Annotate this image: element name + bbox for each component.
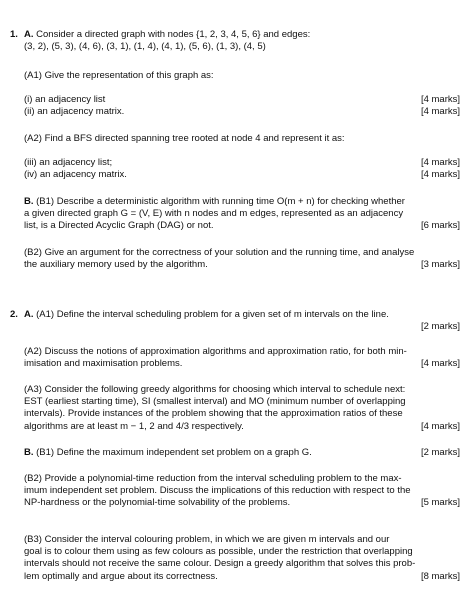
q1-b2 <box>24 247 460 271</box>
q2-b3 <box>24 534 460 583</box>
q1-a1 <box>24 70 460 82</box>
q1-a1-items <box>24 94 460 118</box>
q2-b2-marks: [5 marks] <box>420 497 460 509</box>
q2-b1-marks: [2 marks] <box>420 447 460 458</box>
q2-b3-marks: [8 marks] <box>420 570 460 582</box>
q2-b2-line-3: NP-hardness or the polynomial-time solvability of the problems. <box>24 497 291 509</box>
q2-a1 <box>24 309 460 333</box>
q2-b2 <box>24 473 460 510</box>
q2-b3-line-2: goal is to colour them using as few colours as possible, under the restriction that overlapping <box>24 546 413 558</box>
q2-a2-line-1: (A2) Discuss the notions of approximation algorithms and approximation ratio, for both min- <box>24 346 407 357</box>
q1-a2-items <box>24 157 460 181</box>
q1-part-b-label: B. <box>24 196 34 207</box>
q1-a2 <box>24 133 460 145</box>
q1-b1-marks: [6 marks] <box>420 220 460 232</box>
q2-a1-marks: [2 marks] <box>420 321 460 333</box>
q2-b2-line-2: imum independent set problem. Discuss the implications of this reduction with respect to the <box>24 485 411 497</box>
q2-a2-line-2: imisation and maximisation problems. <box>24 358 183 370</box>
q1-a2-text: (A2) Find a BFS directed spanning tree rooted at node 4 and represent it as: <box>24 133 345 144</box>
q1-item-i-marks: [4 marks] <box>420 94 460 105</box>
q1-a1-text: (A1) Give the representation of this graph as: <box>24 70 214 81</box>
q2-b2-line-1: (B2) Provide a polynomial-time reduction from the interval scheduling problem to the max- <box>24 473 402 484</box>
q2-a3-line-2: EST (earliest starting time), SI (smallest interval) and MO (minimum number of overlapping <box>24 396 406 408</box>
q2-part-a-label: A. <box>24 309 34 320</box>
q2-a3 <box>24 384 460 433</box>
q1-part-a-intro <box>24 29 460 53</box>
q1-item-ii-marks: [4 marks] <box>420 106 460 118</box>
q2-b1-line-1: (B1) Define the maximum independent set problem on a graph G. <box>36 447 312 458</box>
q1-b1-line-2: a given directed graph G = (V, E) with n nodes and m edges, represented as an adjacency <box>24 208 404 220</box>
q2-a3-line-4: algorithms are at least m − 1, 2 and 4/3 respectively. <box>24 420 244 432</box>
q2-a2-marks: [4 marks] <box>420 358 460 370</box>
question-2-number: 2. <box>10 309 18 320</box>
q2-b3-line-3: intervals should not receive the same colour. Design a greedy algorithm that solves this prob- <box>24 558 416 570</box>
q1-part-a-label: A. <box>24 29 34 40</box>
q2-part-b-label: B. <box>24 447 34 458</box>
q2-b3-line-4: lem optimally and argue about its correctness. <box>24 570 218 582</box>
q1-item-iii-marks: [4 marks] <box>420 157 460 168</box>
q2-a3-marks: [4 marks] <box>420 420 460 432</box>
q1-b1-line-1: (B1) Describe a deterministic algorithm with running time O(m + n) for checking whether <box>36 196 405 207</box>
q2-a1-line-1: (A1) Define the interval scheduling problem for a given set of m intervals on the line. <box>36 309 389 320</box>
q2-b3-line-1: (B3) Consider the interval colouring problem, in which we are given m intervals and our <box>24 534 390 545</box>
question-1-number: 1. <box>10 29 18 40</box>
q1-b2-line-2: the auxiliary memory used by the algorithm. <box>24 259 208 271</box>
q1-item-iv: (iv) an adjacency matrix. <box>24 169 127 181</box>
q1-intro-line-1: Consider a directed graph with nodes {1, 2, 3, 4, 5, 6} and edges: <box>36 29 311 40</box>
q2-a3-line-3: intervals). Provide instances of the problem showing that the approximation ratios of these <box>24 408 403 420</box>
q1-intro-line-2: (3, 2), (5, 3), (4, 6), (3, 1), (1, 4), (4, 1), (5, 6), (1, 3), (4, 5) <box>24 41 266 53</box>
q2-a3-line-1: (A3) Consider the following greedy algorithms for choosing which interval to schedule next: <box>24 384 406 395</box>
q1-b1 <box>24 196 460 233</box>
q1-item-iv-marks: [4 marks] <box>420 169 460 181</box>
q2-b1 <box>24 447 460 459</box>
q2-a2 <box>24 346 460 370</box>
q1-item-ii: (ii) an adjacency matrix. <box>24 106 125 118</box>
q1-b1-line-3: list, is a Directed Acyclic Graph (DAG) or not. <box>24 220 214 232</box>
q1-item-iii: (iii) an adjacency list; <box>24 157 113 168</box>
q1-b2-marks: [3 marks] <box>420 259 460 271</box>
q1-b2-line-1: (B2) Give an argument for the correctness of your solution and the running time, and analyse <box>24 247 415 258</box>
q1-item-i: (i) an adjacency list <box>24 94 106 105</box>
